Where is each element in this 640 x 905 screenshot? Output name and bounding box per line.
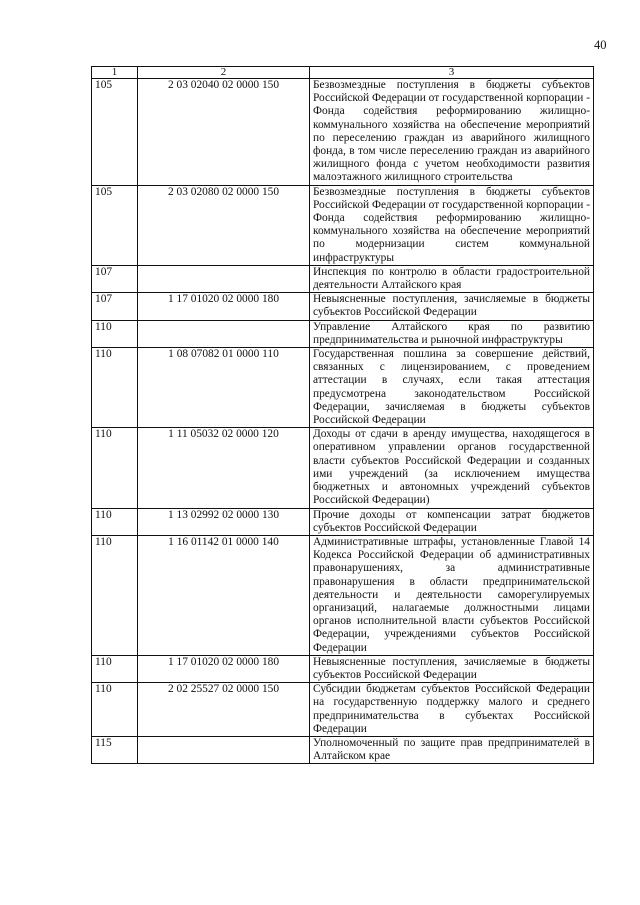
table-header-row — [92, 67, 594, 79]
admin-code-cell: 110 — [92, 535, 138, 655]
revenue-name-cell: Государственная пошлина за совершение действий, связанных с лицензированием, с проведением аттестации в случаях, если такая аттестация предусмотрена законодательством Российской Федерации, зачисляемая в бюджеты субъектов Российской Федерации — [310, 348, 594, 428]
revenue-name-cell: Безвозмездные поступления в бюджеты субъектов Российской Федерации от государственной корпорации - Фонда содействия реформированию жилищно-коммунального хозяйства на обеспечение мероприятий по переселению граждан из аварийного жилищного фонда, в том числе переселению граждан из аварийного жилищного фонда с учетом необходимости развития малоэтажного жилищного строительства — [310, 79, 594, 186]
table-row — [92, 683, 594, 737]
revenue-name-cell: Административные штрафы, установленные Главой 14 Кодекса Российской Федерации об административных правонарушениях, за административные правонарушения в области предпринимательской деятельности и деятельности саморегулируемых организаций, налагаемые должностными лицами органов исполнительной власти субъектов Российской Федерации, учреждениями субъектов Российской Федерации — [310, 535, 594, 655]
page-number: 40 — [594, 38, 607, 52]
revenue-code-cell: 2 03 02080 02 0000 150 — [138, 185, 310, 265]
table-row — [92, 265, 594, 292]
column-header-1: 1 — [92, 67, 138, 79]
revenue-code-cell: 2 02 25527 02 0000 150 — [138, 683, 310, 737]
column-header-2: 2 — [138, 67, 310, 79]
revenue-name-cell: Управление Алтайского края по развитию предпринимательства и рыночной инфраструктуры — [310, 320, 594, 347]
revenue-name-cell: Прочие доходы от компенсации затрат бюджетов субъектов Российской Федерации — [310, 508, 594, 535]
admin-code-cell: 110 — [92, 428, 138, 508]
budget-revenue-table — [91, 66, 594, 764]
revenue-code-cell: 2 03 02040 02 0000 150 — [138, 79, 310, 186]
admin-code-cell: 110 — [92, 348, 138, 428]
revenue-code-cell: 1 13 02992 02 0000 130 — [138, 508, 310, 535]
revenue-name-cell: Уполномоченный по защите прав предпринимателей в Алтайском крае — [310, 736, 594, 763]
table-row — [92, 535, 594, 655]
table-body — [92, 79, 594, 764]
revenue-code-cell: 1 17 01020 02 0000 180 — [138, 655, 310, 682]
revenue-code-cell — [138, 736, 310, 763]
table-row — [92, 736, 594, 763]
admin-code-cell: 115 — [92, 736, 138, 763]
table-row — [92, 655, 594, 682]
table-row — [92, 293, 594, 320]
admin-code-cell: 110 — [92, 683, 138, 737]
revenue-code-cell: 1 11 05032 02 0000 120 — [138, 428, 310, 508]
table-row — [92, 185, 594, 265]
admin-code-cell: 110 — [92, 320, 138, 347]
revenue-code-cell: 1 17 01020 02 0000 180 — [138, 293, 310, 320]
table-row — [92, 79, 594, 186]
revenue-name-cell: Невыясненные поступления, зачисляемые в бюджеты субъектов Российской Федерации — [310, 293, 594, 320]
revenue-code-cell — [138, 320, 310, 347]
revenue-name-cell: Невыясненные поступления, зачисляемые в бюджеты субъектов Российской Федерации — [310, 655, 594, 682]
table-row — [92, 320, 594, 347]
admin-code-cell: 110 — [92, 655, 138, 682]
admin-code-cell: 110 — [92, 508, 138, 535]
table-row — [92, 348, 594, 428]
revenue-code-cell — [138, 265, 310, 292]
admin-code-cell: 107 — [92, 265, 138, 292]
revenue-code-cell: 1 16 01142 01 0000 140 — [138, 535, 310, 655]
revenue-name-cell: Инспекция по контролю в области градостроительной деятельности Алтайского края — [310, 265, 594, 292]
revenue-name-cell: Безвозмездные поступления в бюджеты субъектов Российской Федерации от государственной корпорации - Фонда содействия реформированию жилищно-коммунального хозяйства на обеспечение мероприятий по модернизации систем коммунальной инфраструктуры — [310, 185, 594, 265]
column-header-3: 3 — [310, 67, 594, 79]
table-row — [92, 428, 594, 508]
admin-code-cell: 107 — [92, 293, 138, 320]
admin-code-cell: 105 — [92, 185, 138, 265]
admin-code-cell: 105 — [92, 79, 138, 186]
revenue-code-cell: 1 08 07082 01 0000 110 — [138, 348, 310, 428]
revenue-name-cell: Субсидии бюджетам субъектов Российской Федерации на государственную поддержку малого и среднего предпринимательства в субъектах Российской Федерации — [310, 683, 594, 737]
table-row — [92, 508, 594, 535]
revenue-name-cell: Доходы от сдачи в аренду имущества, находящегося в оперативном управлении органов государственной власти субъектов Российской Федерации и созданных ими учреждений (за исключением имущества бюджетных и автономных учреждений субъектов Российской Федерации) — [310, 428, 594, 508]
